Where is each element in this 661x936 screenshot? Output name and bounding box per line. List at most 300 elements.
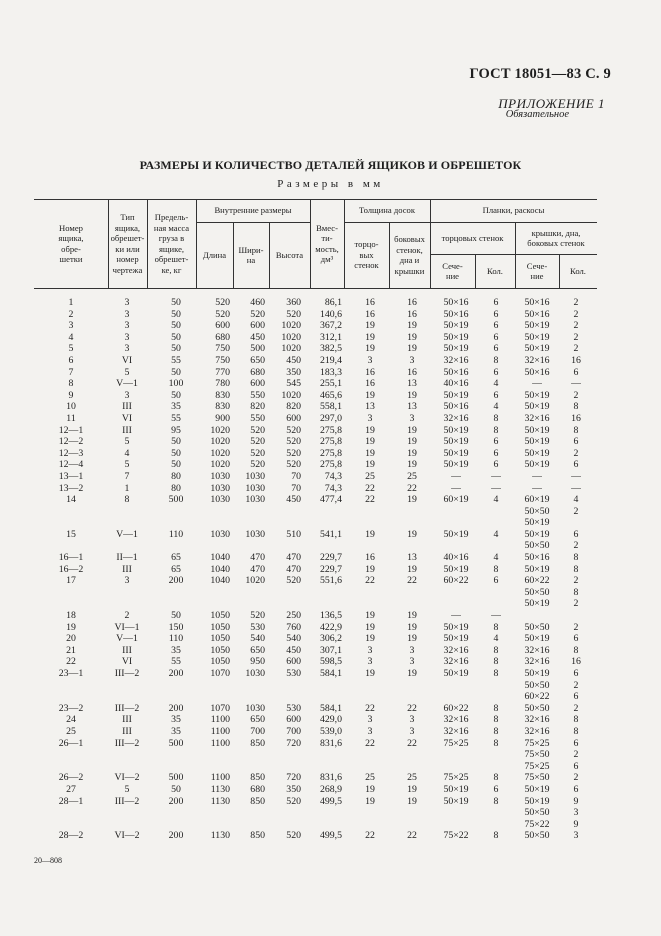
row-height: 510 bbox=[286, 528, 301, 540]
row-end-slat-section: 50×19 bbox=[443, 668, 469, 680]
header-inner-dims: Внутренние размеры bbox=[214, 205, 292, 216]
row-side-wall-thickness: 19 bbox=[407, 621, 417, 633]
row-end-slat-section: 75×25 bbox=[443, 772, 469, 784]
row-length: 1100 bbox=[210, 737, 230, 749]
row-width: 460 bbox=[250, 297, 265, 308]
row-mass: 50 bbox=[171, 610, 181, 622]
row-cover-slat-count: 3 bbox=[573, 807, 579, 819]
row-cover-slat-section: 60×22 bbox=[524, 575, 550, 587]
row-width: 1030 bbox=[245, 702, 265, 714]
header-count-1: Кол. bbox=[487, 265, 503, 276]
row-side-wall-thickness: 19 bbox=[407, 633, 417, 645]
row-height: 350 bbox=[286, 783, 301, 795]
row-cover-slat-section: 50×50 bbox=[524, 807, 550, 819]
row-cover-slat-count: 2 bbox=[573, 540, 579, 552]
row-side-wall-thickness: 19 bbox=[407, 668, 417, 680]
row-mass: 500 bbox=[168, 772, 184, 784]
row-height: 520 bbox=[286, 830, 301, 842]
row-mass: 50 bbox=[171, 297, 181, 308]
row-width: 1030 bbox=[245, 668, 265, 680]
row-volume: 229,7 bbox=[319, 552, 342, 564]
row-width: 700 bbox=[250, 725, 265, 737]
row-cover-slat-section: 50×50 bbox=[524, 540, 550, 552]
row-length: 1050 bbox=[210, 633, 230, 645]
row-end-slat-section: 50×19 bbox=[443, 389, 469, 401]
row-end-slat-section: 50×19 bbox=[443, 343, 469, 355]
row-number: 3 bbox=[68, 320, 74, 332]
row-length: 520 bbox=[215, 297, 230, 308]
row-side-wall-thickness: 22 bbox=[407, 575, 417, 587]
row-volume: 499,5 bbox=[319, 795, 342, 807]
row-end-wall-thickness: 16 bbox=[365, 297, 375, 308]
row-type: VI bbox=[121, 412, 133, 424]
row-width: 1030 bbox=[245, 528, 265, 540]
row-number: 8 bbox=[68, 378, 74, 390]
row-width: 500 bbox=[250, 343, 265, 355]
row-volume: 306,2 bbox=[319, 633, 342, 645]
row-volume: 74,3 bbox=[324, 482, 342, 494]
row-cover-slat-count: 9 bbox=[573, 818, 579, 830]
header-length: Длина bbox=[202, 249, 227, 260]
row-type: 5 bbox=[124, 459, 130, 471]
row-width: 650 bbox=[250, 644, 265, 656]
row-length: 1020 bbox=[210, 436, 230, 448]
row-side-wall-thickness: 25 bbox=[407, 772, 417, 784]
row-cover-slat-section: 50×16 bbox=[524, 366, 550, 378]
row-cover-slat-count: 16 bbox=[571, 354, 581, 366]
row-volume: 275,8 bbox=[319, 459, 342, 471]
row-cover-slat-count: 6 bbox=[573, 737, 579, 749]
row-cover-slat-section: 50×19 bbox=[524, 783, 550, 795]
row-end-wall-thickness: 19 bbox=[365, 610, 375, 622]
row-cover-slat-count: 6 bbox=[573, 760, 579, 772]
row-height: 450 bbox=[286, 494, 301, 506]
row-end-wall-thickness: 25 bbox=[365, 470, 375, 482]
row-length: 1070 bbox=[210, 668, 230, 680]
row-width: 1020 bbox=[245, 575, 265, 587]
row-cover-slat-count: 8 bbox=[573, 586, 579, 598]
row-width: 850 bbox=[250, 772, 265, 784]
row-number: 21 bbox=[66, 644, 76, 656]
row-end-slat-count: — bbox=[491, 610, 501, 622]
row-cover-slat-section: 50×16 bbox=[524, 552, 550, 564]
row-cover-slat-section: 50×16 bbox=[524, 308, 550, 320]
row-end-wall-thickness: 22 bbox=[365, 482, 375, 494]
row-cover-slat-count: 6 bbox=[573, 459, 579, 471]
row-cover-slat-count: 8 bbox=[573, 714, 579, 726]
row-cover-slat-section: — bbox=[532, 482, 542, 494]
row-length: 830 bbox=[215, 401, 230, 413]
row-cover-slat-count: 8 bbox=[573, 644, 579, 656]
row-cover-slat-count: 8 bbox=[573, 552, 579, 564]
row-end-slat-count: 8 bbox=[493, 621, 499, 633]
row-end-slat-count: 8 bbox=[493, 725, 499, 737]
row-side-wall-thickness: 22 bbox=[407, 482, 417, 494]
row-side-wall-thickness: 19 bbox=[407, 447, 417, 459]
row-type: III—2 bbox=[114, 702, 140, 714]
row-type: III bbox=[122, 725, 132, 737]
row-cover-slat-section: 50×19 bbox=[524, 563, 550, 575]
row-width: 530 bbox=[250, 621, 265, 633]
row-end-slat-section: 50×16 bbox=[443, 366, 469, 378]
row-width: 680 bbox=[250, 783, 265, 795]
row-side-wall-thickness: 3 bbox=[409, 714, 415, 726]
row-end-wall-thickness: 19 bbox=[365, 343, 375, 355]
row-end-slat-count: 8 bbox=[493, 354, 499, 366]
row-height: 600 bbox=[286, 714, 301, 726]
row-width: 520 bbox=[250, 424, 265, 436]
row-type: 5 bbox=[124, 366, 130, 378]
row-side-wall-thickness: 3 bbox=[409, 656, 415, 668]
row-type: VI—2 bbox=[114, 772, 140, 784]
row-end-wall-thickness: 3 bbox=[367, 656, 373, 668]
header-type: Тип ящика, обрешет- ки или номер чертежа bbox=[110, 212, 145, 275]
row-mass: 200 bbox=[168, 702, 184, 714]
row-side-wall-thickness: 25 bbox=[407, 470, 417, 482]
row-cover-slat-section: 50×19 bbox=[524, 401, 550, 413]
row-type: 8 bbox=[124, 494, 130, 506]
row-cover-slat-section: 50×16 bbox=[524, 297, 550, 308]
row-volume: 382,5 bbox=[319, 343, 342, 355]
row-cover-slat-section: 75×22 bbox=[524, 818, 550, 830]
row-cover-slat-count: 6 bbox=[573, 783, 579, 795]
header-section-1: Сече- ние bbox=[442, 260, 463, 281]
row-height: 545 bbox=[286, 378, 301, 390]
row-end-wall-thickness: 19 bbox=[365, 668, 375, 680]
row-cover-slat-section: 50×50 bbox=[524, 830, 550, 842]
row-number: 24 bbox=[66, 714, 76, 726]
row-mass: 80 bbox=[171, 482, 181, 494]
row-end-slat-count: 6 bbox=[493, 575, 499, 587]
row-cover-slat-section: 75×50 bbox=[524, 772, 550, 784]
row-end-slat-section: 50×19 bbox=[443, 783, 469, 795]
row-volume: 275,8 bbox=[319, 424, 342, 436]
row-length: 1040 bbox=[210, 563, 230, 575]
row-end-wall-thickness: 13 bbox=[365, 401, 375, 413]
row-height: 700 bbox=[286, 725, 301, 737]
row-type: III—2 bbox=[114, 737, 140, 749]
row-mass: 80 bbox=[171, 470, 181, 482]
row-height: 1020 bbox=[281, 331, 301, 343]
row-cover-slat-count: 2 bbox=[573, 702, 579, 714]
row-cover-slat-count: 6 bbox=[573, 366, 579, 378]
row-side-wall-thickness: 13 bbox=[407, 552, 417, 564]
row-length: 1050 bbox=[210, 621, 230, 633]
row-side-wall-thickness: 19 bbox=[407, 459, 417, 471]
row-cover-slat-count: 2 bbox=[573, 505, 579, 517]
row-mass: 35 bbox=[171, 401, 181, 413]
table-subtitle: Размеры в мм bbox=[277, 178, 384, 190]
row-type: V—1 bbox=[116, 528, 138, 540]
row-width: 520 bbox=[250, 436, 265, 448]
row-cover-slat-count: 8 bbox=[573, 424, 579, 436]
row-cover-slat-count: 2 bbox=[573, 679, 579, 691]
row-cover-slat-section: 32×16 bbox=[524, 412, 550, 424]
row-end-wall-thickness: 3 bbox=[367, 644, 373, 656]
row-volume: 183,3 bbox=[319, 366, 342, 378]
row-end-slat-count: 8 bbox=[493, 737, 499, 749]
row-mass: 200 bbox=[168, 575, 184, 587]
row-cover-slat-count: — bbox=[571, 470, 581, 482]
row-side-wall-thickness: 3 bbox=[409, 644, 415, 656]
row-mass: 55 bbox=[171, 354, 181, 366]
row-length: 1100 bbox=[210, 725, 230, 737]
row-mass: 35 bbox=[171, 725, 181, 737]
row-width: 520 bbox=[250, 447, 265, 459]
row-cover-slat-section: 32×16 bbox=[524, 714, 550, 726]
row-side-wall-thickness: 19 bbox=[407, 783, 417, 795]
row-type: 5 bbox=[124, 436, 130, 448]
row-end-slat-count: 6 bbox=[493, 320, 499, 332]
row-height: 350 bbox=[286, 366, 301, 378]
row-width: 680 bbox=[250, 366, 265, 378]
row-volume: 275,8 bbox=[319, 436, 342, 448]
row-cover-slat-section: 50×19 bbox=[524, 459, 550, 471]
row-end-slat-section: 50×19 bbox=[443, 563, 469, 575]
row-end-wall-thickness: 19 bbox=[365, 528, 375, 540]
row-volume: 499,5 bbox=[319, 830, 342, 842]
row-mass: 65 bbox=[171, 552, 181, 564]
row-height: 520 bbox=[286, 575, 301, 587]
row-number: 25 bbox=[66, 725, 76, 737]
row-length: 1030 bbox=[210, 494, 230, 506]
appendix-status: Обязательное bbox=[505, 109, 569, 120]
row-end-wall-thickness: 3 bbox=[367, 412, 373, 424]
row-type: III bbox=[122, 644, 132, 656]
row-cover-slat-section: 50×19 bbox=[524, 528, 550, 540]
header-thickness: Толщина досок bbox=[358, 205, 416, 216]
row-height: 520 bbox=[286, 459, 301, 471]
row-number: 15 bbox=[66, 528, 76, 540]
row-type: 1 bbox=[124, 482, 130, 494]
row-end-slat-count: 6 bbox=[493, 297, 499, 308]
row-mass: 95 bbox=[171, 424, 181, 436]
row-end-slat-section: 32×16 bbox=[443, 412, 469, 424]
row-volume: 307,1 bbox=[319, 644, 342, 656]
row-end-wall-thickness: 22 bbox=[365, 830, 375, 842]
row-side-wall-thickness: 13 bbox=[407, 401, 417, 413]
row-cover-slat-section: — bbox=[532, 470, 542, 482]
row-side-wall-thickness: 19 bbox=[407, 528, 417, 540]
row-cover-slat-section: 50×19 bbox=[524, 795, 550, 807]
row-cover-slat-count: 2 bbox=[573, 320, 579, 332]
row-cover-slat-section: — bbox=[532, 378, 542, 390]
row-volume: 598,5 bbox=[319, 656, 342, 668]
row-cover-slat-count: 4 bbox=[573, 494, 579, 506]
row-number: 26—2 bbox=[58, 772, 84, 784]
row-height: 250 bbox=[286, 610, 301, 622]
row-type: VI—1 bbox=[114, 621, 140, 633]
row-end-slat-count: 6 bbox=[493, 783, 499, 795]
row-cover-slat-section: 50×19 bbox=[524, 517, 550, 529]
row-side-wall-thickness: 19 bbox=[407, 389, 417, 401]
row-end-wall-thickness: 16 bbox=[365, 308, 375, 320]
row-end-slat-count: 8 bbox=[493, 563, 499, 575]
row-height: 1020 bbox=[281, 343, 301, 355]
row-length: 1030 bbox=[210, 482, 230, 494]
row-end-slat-section: — bbox=[451, 610, 461, 622]
row-type: 3 bbox=[124, 320, 130, 332]
row-end-wall-thickness: 22 bbox=[365, 737, 375, 749]
row-volume: 429,0 bbox=[319, 714, 342, 726]
row-end-slat-count: 6 bbox=[493, 331, 499, 343]
row-length: 600 bbox=[215, 320, 230, 332]
row-type: 2 bbox=[124, 610, 130, 622]
row-cover-slat-section: 75×25 bbox=[524, 760, 550, 772]
row-mass: 55 bbox=[171, 412, 181, 424]
header-cover-slats: крышки, дна, боковых стенок bbox=[527, 227, 585, 248]
row-type: 3 bbox=[124, 297, 130, 308]
row-end-wall-thickness: 16 bbox=[365, 366, 375, 378]
row-height: 1020 bbox=[281, 389, 301, 401]
row-side-wall-thickness: 19 bbox=[407, 343, 417, 355]
row-number: 10 bbox=[66, 401, 76, 413]
header-width: Шири- на bbox=[238, 244, 264, 265]
row-type: 3 bbox=[124, 331, 130, 343]
row-side-wall-thickness: 16 bbox=[407, 308, 417, 320]
row-side-wall-thickness: 22 bbox=[407, 737, 417, 749]
row-number: 11 bbox=[66, 412, 76, 424]
row-end-slat-count: 6 bbox=[493, 308, 499, 320]
row-number: 6 bbox=[68, 354, 74, 366]
row-end-slat-count: 6 bbox=[493, 459, 499, 471]
row-end-slat-count: 8 bbox=[493, 644, 499, 656]
row-width: 520 bbox=[250, 610, 265, 622]
row-side-wall-thickness: 19 bbox=[407, 563, 417, 575]
row-side-wall-thickness: 13 bbox=[407, 378, 417, 390]
row-cover-slat-section: 32×16 bbox=[524, 725, 550, 737]
row-end-wall-thickness: 3 bbox=[367, 714, 373, 726]
row-type: VI bbox=[121, 354, 133, 366]
row-length: 1040 bbox=[210, 575, 230, 587]
row-width: 600 bbox=[250, 378, 265, 390]
row-cover-slat-count: 2 bbox=[573, 297, 579, 308]
row-end-wall-thickness: 3 bbox=[367, 725, 373, 737]
row-number: 4 bbox=[68, 331, 74, 343]
row-height: 520 bbox=[286, 308, 301, 320]
row-side-wall-thickness: 16 bbox=[407, 297, 417, 308]
row-length: 1050 bbox=[210, 644, 230, 656]
row-end-wall-thickness: 19 bbox=[365, 389, 375, 401]
row-length: 830 bbox=[215, 389, 230, 401]
row-volume: 831,6 bbox=[319, 737, 342, 749]
row-width: 850 bbox=[250, 830, 265, 842]
row-end-wall-thickness: 25 bbox=[365, 772, 375, 784]
row-cover-slat-section: 32×16 bbox=[524, 644, 550, 656]
row-end-slat-count: 6 bbox=[493, 343, 499, 355]
header-num: Номер ящика, обре- шетки bbox=[58, 222, 84, 264]
row-mass: 50 bbox=[171, 389, 181, 401]
row-end-wall-thickness: 19 bbox=[365, 633, 375, 645]
row-cover-slat-section: 50×50 bbox=[524, 505, 550, 517]
row-number: 16—2 bbox=[58, 563, 84, 575]
row-mass: 200 bbox=[168, 795, 184, 807]
row-height: 70 bbox=[291, 482, 301, 494]
row-end-slat-section: 40×16 bbox=[443, 552, 469, 564]
row-mass: 50 bbox=[171, 308, 181, 320]
row-height: 360 bbox=[286, 297, 301, 308]
appendix-label: ПРИЛОЖЕНИЕ 1 bbox=[498, 96, 605, 111]
row-height: 720 bbox=[286, 737, 301, 749]
row-width: 550 bbox=[250, 412, 265, 424]
row-volume: 584,1 bbox=[319, 668, 342, 680]
row-end-slat-section: 50×19 bbox=[443, 795, 469, 807]
row-end-slat-count: 4 bbox=[493, 401, 499, 413]
row-width: 470 bbox=[250, 563, 265, 575]
row-cover-slat-count: 2 bbox=[573, 447, 579, 459]
row-height: 530 bbox=[286, 668, 301, 680]
row-end-slat-count: 8 bbox=[493, 830, 499, 842]
row-length: 900 bbox=[215, 412, 230, 424]
row-cover-slat-section: 50×19 bbox=[524, 424, 550, 436]
row-mass: 50 bbox=[171, 331, 181, 343]
row-length: 1020 bbox=[210, 447, 230, 459]
row-end-slat-section: 32×16 bbox=[443, 714, 469, 726]
row-number: 27 bbox=[66, 783, 76, 795]
page-footer: 20—808 bbox=[34, 856, 62, 865]
row-end-slat-section: — bbox=[451, 482, 461, 494]
row-end-slat-count: — bbox=[491, 482, 501, 494]
row-number: 13—2 bbox=[58, 482, 84, 494]
row-type: 5 bbox=[124, 783, 130, 795]
row-mass: 35 bbox=[171, 644, 181, 656]
row-cover-slat-count: 3 bbox=[573, 830, 579, 842]
row-end-slat-section: 60×19 bbox=[443, 494, 469, 506]
row-mass: 65 bbox=[171, 563, 181, 575]
row-number: 17 bbox=[66, 575, 76, 587]
row-cover-slat-section: 50×19 bbox=[524, 320, 550, 332]
row-cover-slat-section: 50×19 bbox=[524, 598, 550, 610]
row-length: 770 bbox=[215, 366, 230, 378]
row-type: II—1 bbox=[116, 552, 138, 564]
row-cover-slat-section: 50×19 bbox=[524, 436, 550, 448]
row-end-slat-section: 50×16 bbox=[443, 297, 469, 308]
row-length: 1130 bbox=[210, 795, 230, 807]
row-cover-slat-section: 50×19 bbox=[524, 633, 550, 645]
row-number: 1 bbox=[68, 297, 74, 308]
row-length: 1050 bbox=[210, 656, 230, 668]
row-height: 470 bbox=[286, 552, 301, 564]
row-end-slat-count: 8 bbox=[493, 668, 499, 680]
row-volume: 268,9 bbox=[319, 783, 342, 795]
row-mass: 200 bbox=[168, 668, 184, 680]
header-slats: Планки, раскосы bbox=[482, 205, 545, 216]
row-mass: 150 bbox=[168, 621, 184, 633]
row-cover-slat-section: 50×50 bbox=[524, 586, 550, 598]
row-mass: 50 bbox=[171, 459, 181, 471]
row-width: 1030 bbox=[245, 482, 265, 494]
row-length: 680 bbox=[215, 331, 230, 343]
row-height: 70 bbox=[291, 470, 301, 482]
row-volume: 275,8 bbox=[319, 447, 342, 459]
row-height: 760 bbox=[286, 621, 301, 633]
row-type: V—1 bbox=[116, 633, 138, 645]
row-end-slat-count: 8 bbox=[493, 795, 499, 807]
row-end-wall-thickness: 19 bbox=[365, 447, 375, 459]
row-end-slat-count: 8 bbox=[493, 714, 499, 726]
row-width: 550 bbox=[250, 389, 265, 401]
header-volume: Вмес- ти- мость, дм³ bbox=[315, 222, 339, 264]
row-end-slat-section: 60×22 bbox=[443, 575, 469, 587]
row-end-slat-section: 50×19 bbox=[443, 424, 469, 436]
row-cover-slat-section: 50×19 bbox=[524, 389, 550, 401]
row-end-slat-section: 50×19 bbox=[443, 436, 469, 448]
row-height: 720 bbox=[286, 772, 301, 784]
row-end-slat-count: 4 bbox=[493, 552, 499, 564]
row-side-wall-thickness: 19 bbox=[407, 331, 417, 343]
row-cover-slat-count: — bbox=[571, 482, 581, 494]
row-length: 1020 bbox=[210, 459, 230, 471]
